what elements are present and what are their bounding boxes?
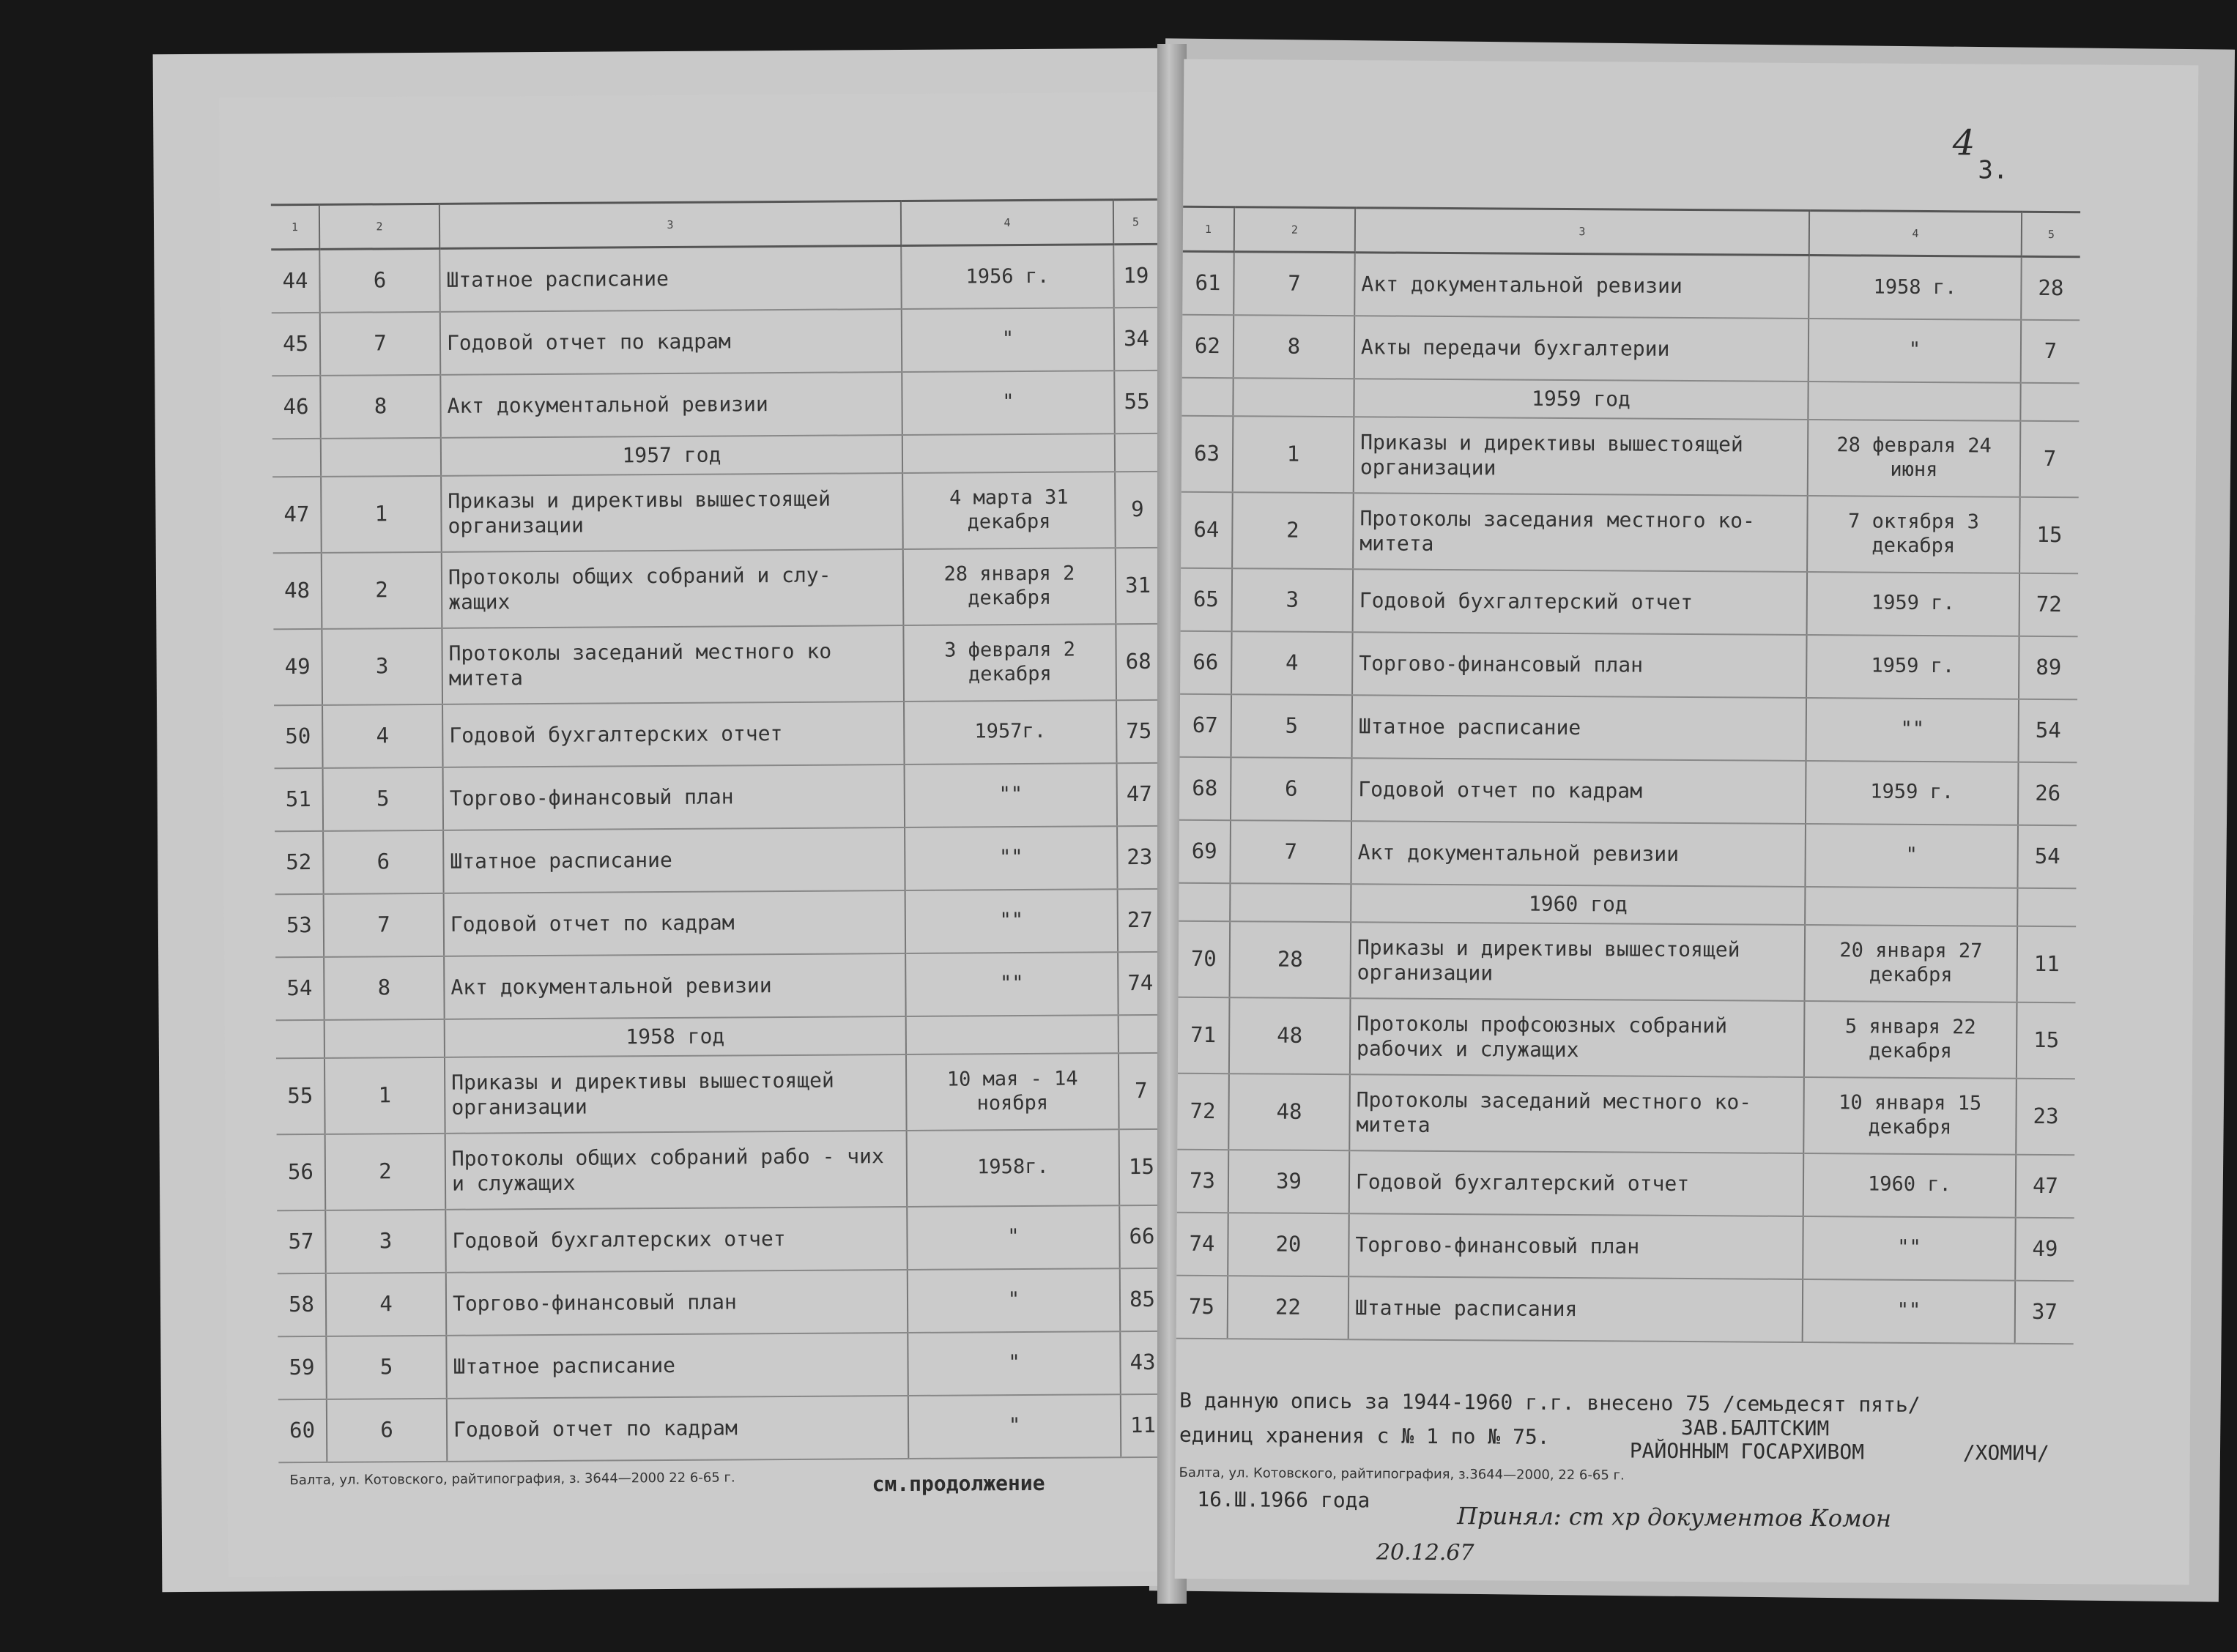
summary-line-2: единиц хранения с № 1 по № 75. (1179, 1422, 1550, 1449)
row-title: Акты передачи бухгалтерии (1354, 316, 1809, 382)
row-number: 48 (273, 552, 322, 628)
row-count: 19 (1113, 244, 1158, 307)
table-row (1181, 415, 2080, 496)
row-number: 47 (272, 476, 322, 552)
row-dates: "" (1803, 1216, 2016, 1280)
year-row (1181, 377, 2079, 420)
row-count: 49 (2015, 1217, 2074, 1280)
row-subnumber: 8 (320, 374, 441, 438)
row-count: 26 (2018, 762, 2077, 825)
row-number: 62 (1182, 314, 1234, 377)
row-title: Торгово-финансовый план (1352, 632, 1807, 698)
row-subnumber: 7 (320, 311, 441, 375)
table-row (272, 307, 1159, 375)
row-subnumber: 1 (324, 1057, 445, 1134)
table-row (273, 547, 1160, 628)
row-subnumber (324, 1019, 445, 1057)
row-count: 75 (1116, 699, 1161, 762)
row-subnumber (1230, 883, 1351, 922)
row-dates: 1959 г. (1806, 634, 2019, 699)
continued-note: см.продолжение (872, 1470, 1045, 1497)
right-header-4: 4 (1809, 211, 2022, 257)
row-dates: 4 марта 31 декабря (902, 472, 1116, 549)
right-inventory-table (1176, 206, 2080, 1344)
row-dates: "" (905, 826, 1118, 890)
year-heading: 1957 год (441, 435, 902, 476)
row-title: Штатные расписания (1348, 1276, 1803, 1342)
row-number: 54 (275, 956, 324, 1019)
left-table-body (271, 244, 1165, 1462)
row-dates: 28 января 2 декабря (903, 548, 1116, 625)
row-count: 23 (2016, 1078, 2075, 1154)
year-row (1179, 882, 2076, 926)
left-header-row (271, 199, 1157, 249)
right-table-body (1176, 251, 2080, 1343)
table-row (278, 1394, 1165, 1462)
row-count: 47 (2016, 1154, 2075, 1217)
left-header-4: 4 (901, 200, 1113, 246)
row-title: Протоколы общих собраний рабо - чих и служащих (445, 1131, 908, 1210)
row-count: 68 (1116, 623, 1160, 699)
row-subnumber: 1 (1233, 416, 1354, 493)
row-title: Годовой бухгалтерский отчет (1353, 569, 1808, 635)
row-subnumber (321, 437, 441, 476)
row-dates: 10 января 15 декабря (1803, 1076, 2017, 1154)
left-header-2: 2 (319, 204, 439, 249)
row-title: Штатное расписание (446, 1333, 908, 1399)
row-dates: 3 февраля 2 декабря (903, 624, 1116, 702)
row-number: 68 (1179, 756, 1231, 819)
row-title: Приказы и директивы вышестоящей организации (445, 1054, 907, 1134)
row-number: 45 (272, 312, 321, 375)
row-subnumber: 8 (324, 956, 445, 1019)
row-dates: " (1805, 823, 2018, 888)
right-header-row (1183, 206, 2080, 256)
row-title: Годовой отчет по кадрам (440, 309, 902, 375)
row-number: 72 (1177, 1073, 1229, 1149)
row-number: 61 (1182, 251, 1234, 314)
row-subnumber: 5 (323, 767, 444, 830)
row-title: Годовой бухгалтерских отчет (442, 702, 905, 767)
row-title: Акт документальной ревизии (1351, 821, 1806, 887)
signer-title-2: РАЙОННЫМ ГОСАРХИВОМ (1629, 1438, 1865, 1465)
table-row (1176, 1212, 2074, 1280)
row-subnumber: 2 (325, 1133, 446, 1210)
row-number: 65 (1181, 568, 1233, 630)
row-dates: 28 февраля 24 июня (1808, 420, 2021, 497)
row-count: 89 (2019, 636, 2078, 699)
left-header-5: 5 (1113, 199, 1157, 244)
row-number: 67 (1180, 693, 1232, 756)
right-header-3: 3 (1355, 208, 1809, 256)
row-subnumber: 5 (1231, 694, 1353, 758)
row-subnumber: 3 (322, 628, 442, 704)
table-row (1182, 314, 2080, 382)
row-count: 66 (1119, 1205, 1164, 1268)
row-dates: " (1808, 319, 2022, 383)
row-number: 52 (275, 830, 324, 893)
row-title: Акт документальной ревизии (444, 953, 906, 1019)
row-dates: 10 мая - 14 ноября (906, 1053, 1119, 1131)
row-subnumber: 5 (326, 1335, 447, 1399)
row-subnumber: 48 (1229, 997, 1351, 1074)
row-dates: "" (1803, 1279, 2016, 1343)
handwritten-date: 20.12.67 (1376, 1539, 1474, 1566)
row-title: Торгово-финансовый план (1348, 1213, 1803, 1279)
left-header-3: 3 (439, 201, 901, 249)
row-count: 7 (2021, 319, 2080, 382)
table-row (275, 762, 1162, 830)
row-dates: " (908, 1394, 1121, 1459)
row-subnumber: 48 (1228, 1074, 1350, 1150)
row-count: 54 (2017, 825, 2077, 888)
page-number: 3. (1978, 155, 2008, 185)
row-subnumber: 8 (1233, 315, 1355, 379)
row-subnumber: 4 (326, 1272, 447, 1336)
table-row (277, 1128, 1164, 1210)
row-count: 72 (2019, 573, 2079, 636)
row-subnumber: 3 (1232, 568, 1354, 632)
row-subnumber: 4 (322, 704, 443, 767)
row-title: Протоколы заседания местного ко- митета (1353, 493, 1808, 572)
table-row (272, 370, 1159, 438)
summary-line-1: В данную опись за 1944-1960 г.г. внесено 75 /семьдесят пять/ (1179, 1388, 1921, 1417)
row-number: 53 (275, 893, 324, 956)
row-number (276, 1019, 324, 1057)
row-number (1179, 882, 1230, 920)
row-count: 55 (1114, 370, 1159, 433)
row-title: Годовой отчет по кадрам (444, 890, 906, 956)
row-subnumber: 2 (322, 551, 442, 628)
row-dates: "" (905, 952, 1118, 1016)
table-row (1182, 251, 2080, 319)
left-inventory-table (271, 198, 1165, 1463)
table-row (1180, 630, 2078, 699)
row-number (272, 438, 321, 476)
row-subnumber: 1 (321, 475, 442, 552)
row-count (2020, 382, 2079, 420)
row-subnumber: 6 (319, 248, 440, 312)
row-count: 31 (1116, 547, 1160, 623)
row-number: 60 (278, 1399, 327, 1462)
row-dates: 1960 г. (1803, 1153, 2017, 1217)
row-title: Годовой отчет по кадрам (447, 1396, 909, 1462)
row-title: Годовой отчет по кадрам (1351, 758, 1806, 824)
row-count: 9 (1115, 471, 1160, 547)
row-number: 69 (1179, 819, 1231, 882)
row-dates (902, 434, 1115, 473)
row-title: Штатное расписание (439, 246, 902, 312)
row-number: 44 (271, 249, 320, 312)
row-title: Штатное расписание (443, 827, 905, 893)
row-dates: 1958г. (907, 1129, 1120, 1207)
table-row (1177, 1073, 2075, 1154)
row-number: 56 (277, 1134, 326, 1210)
row-dates: " (908, 1331, 1121, 1396)
right-header-5: 5 (2022, 212, 2080, 256)
table-row (275, 951, 1162, 1019)
row-title: Акт документальной ревизии (440, 372, 902, 438)
row-count (1118, 1014, 1162, 1052)
row-subnumber: 6 (1231, 757, 1352, 821)
year-heading: 1959 год (1354, 379, 1808, 420)
row-number: 64 (1181, 491, 1233, 568)
right-page (1175, 59, 2199, 1585)
row-dates: "" (905, 889, 1118, 953)
left-page (153, 48, 1181, 1592)
table-row (273, 623, 1160, 704)
table-row (271, 244, 1158, 312)
row-title: Торгово-финансовый план (443, 764, 905, 830)
row-dates (1805, 886, 2017, 926)
row-dates: "" (905, 763, 1118, 827)
year-row (272, 433, 1159, 476)
right-header-2: 2 (1234, 207, 1355, 253)
row-title: Приказы и директивы вышестоящей организации (441, 473, 903, 552)
row-subnumber: 4 (1231, 631, 1353, 695)
row-title: Приказы и директивы вышестоящей организации (1351, 922, 1806, 1001)
row-dates: " (902, 308, 1115, 372)
table-row (275, 888, 1162, 956)
right-imprint: Балта, ул. Котовского, райтипография, з.3644—2000, 22 6-65 г. (1179, 1465, 1625, 1484)
handwritten-acceptance-note: Принял: ст хр документов Комон (1457, 1502, 1892, 1533)
row-dates (906, 1015, 1118, 1054)
row-subnumber: 2 (1232, 492, 1354, 569)
signer-name: /ХОМИЧ/ (1962, 1440, 2049, 1466)
table-row (1179, 819, 2077, 888)
year-row (276, 1014, 1162, 1057)
row-dates: 1958 г. (1808, 256, 2022, 320)
row-subnumber: 20 (1228, 1213, 1349, 1276)
table-row (276, 1052, 1163, 1134)
table-row (277, 1205, 1164, 1273)
row-title: Приказы и директивы вышестоящей организации (1354, 417, 1808, 496)
table-row (1177, 1149, 2075, 1217)
row-count: 15 (2019, 496, 2079, 573)
row-subnumber: 7 (1233, 252, 1355, 316)
row-number: 46 (272, 375, 321, 438)
row-count: 47 (1117, 762, 1162, 825)
table-row (274, 699, 1161, 767)
row-dates: 20 января 27 декабря (1805, 924, 2018, 1002)
right-header-1: 1 (1183, 206, 1234, 251)
row-number: 57 (277, 1210, 326, 1273)
row-title: Протоколы заседаний местного ко митета (442, 625, 904, 704)
row-number: 75 (1176, 1275, 1228, 1338)
row-count: 15 (2017, 1002, 2076, 1078)
year-heading: 1958 год (445, 1016, 906, 1057)
row-subnumber: 6 (323, 830, 444, 893)
row-dates: " (907, 1205, 1120, 1270)
table-row (1180, 693, 2078, 762)
row-count (2017, 888, 2076, 926)
row-dates: " (908, 1268, 1121, 1333)
row-count: 27 (1118, 888, 1162, 951)
table-row (1178, 997, 2076, 1078)
row-number: 71 (1178, 997, 1230, 1073)
row-number: 50 (274, 704, 323, 767)
signature-date: 16.Ш.1966 года (1197, 1487, 1370, 1513)
table-row (275, 825, 1162, 893)
row-dates: "" (1806, 697, 2019, 762)
row-number: 49 (273, 628, 322, 704)
row-title: Протоколы профсоюзных собраний рабочих и служащих (1350, 998, 1805, 1077)
left-header-1: 1 (271, 204, 319, 249)
row-subnumber: 39 (1228, 1150, 1350, 1213)
signer-title-1: ЗАВ.БАЛТСКИМ (1680, 1415, 1830, 1441)
table-row (272, 471, 1160, 552)
row-count: 54 (2019, 699, 2078, 762)
table-row (1181, 491, 2079, 573)
row-number: 74 (1176, 1212, 1228, 1275)
row-title: Торгово-финансовый план (446, 1270, 908, 1336)
row-count: 85 (1120, 1268, 1165, 1331)
left-imprint: Балта, ул. Котовского, райтипография, з. 3644—2000 22 6-65 г. (289, 1470, 735, 1489)
row-number: 63 (1181, 415, 1233, 491)
row-count: 23 (1117, 825, 1162, 888)
row-number: 59 (278, 1336, 327, 1399)
row-count (1115, 433, 1159, 471)
row-number: 70 (1179, 920, 1231, 997)
row-count: 11 (2017, 926, 2077, 1002)
row-count: 34 (1114, 307, 1159, 370)
row-subnumber (1233, 378, 1354, 417)
row-title: Акт документальной ревизии (1354, 253, 1809, 319)
table-row (278, 1268, 1165, 1336)
row-count: 15 (1119, 1128, 1164, 1205)
row-count: 28 (2021, 256, 2080, 319)
table-row (1179, 756, 2077, 825)
row-title: Штатное расписание (1352, 695, 1807, 761)
row-title: Годовой бухгалтерских отчет (445, 1207, 908, 1273)
row-number: 51 (275, 767, 324, 830)
table-row (1179, 920, 2077, 1002)
row-dates: 1959 г. (1807, 571, 2020, 636)
row-number: 55 (276, 1057, 325, 1134)
row-dates: 1957г. (904, 700, 1117, 764)
row-count: 7 (1118, 1052, 1163, 1128)
row-number: 73 (1177, 1149, 1229, 1212)
row-subnumber: 7 (324, 893, 445, 956)
row-subnumber: 6 (327, 1398, 448, 1462)
row-number (1181, 377, 1233, 415)
row-number: 58 (278, 1273, 327, 1336)
row-number: 66 (1180, 630, 1232, 693)
table-row (1176, 1275, 2074, 1343)
row-dates: 1956 г. (901, 245, 1114, 309)
row-subnumber: 22 (1228, 1276, 1349, 1339)
table-row (278, 1331, 1165, 1399)
row-count: 11 (1121, 1394, 1165, 1456)
row-count: 7 (2020, 420, 2080, 496)
row-subnumber: 3 (325, 1209, 446, 1273)
row-dates: 5 января 22 декабря (1804, 1000, 2017, 1078)
row-title: Годовой бухгалтерский отчет (1349, 1150, 1804, 1216)
row-subnumber: 28 (1230, 921, 1351, 998)
row-subnumber: 7 (1230, 820, 1351, 884)
row-title: Протоколы общих собраний и слу- жащих (442, 549, 904, 628)
year-heading: 1960 год (1351, 884, 1805, 925)
row-dates: 1959 г. (1806, 760, 2019, 825)
row-dates (1808, 382, 2020, 421)
row-count: 37 (2015, 1280, 2074, 1343)
page-mark-handwritten: 4 (1952, 122, 1976, 164)
row-dates: 7 октября 3 декабря (1807, 496, 2020, 573)
table-row (1181, 568, 2079, 636)
row-title: Протоколы заседаний местного ко- митета (1349, 1074, 1804, 1153)
row-dates: " (902, 371, 1115, 435)
row-count: 43 (1120, 1331, 1165, 1394)
row-count: 74 (1118, 951, 1162, 1014)
